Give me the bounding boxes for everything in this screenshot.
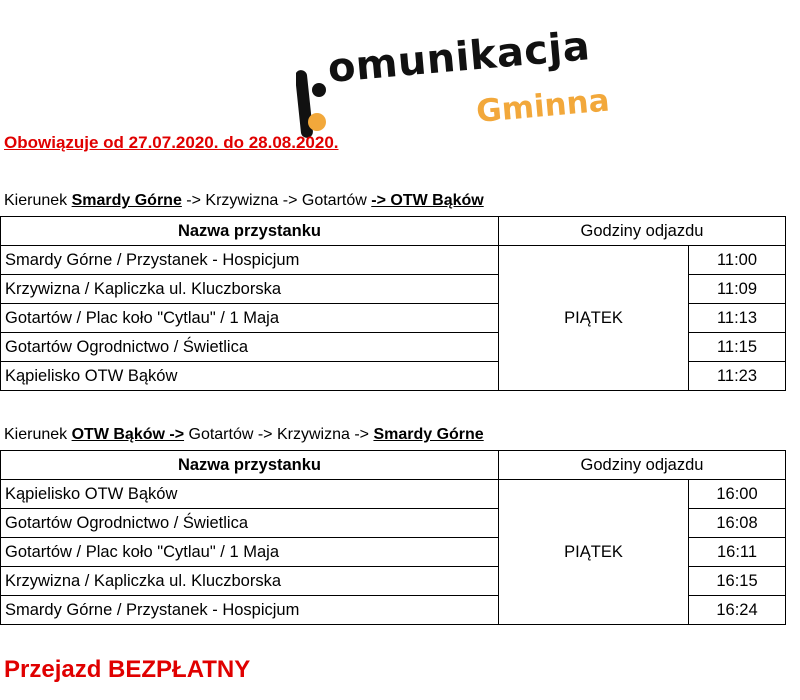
departure-time: 11:00 [689, 246, 786, 275]
stop-name: Gotartów / Plac koło "Cytlau" / 1 Maja [1, 538, 499, 567]
direction-1 [4, 192, 484, 210]
validity-period: Obowiązuje od 27.07.2020. do 28.08.2020. [4, 133, 339, 152]
free-ride-notice: Przejazd BEZPŁATNY [4, 656, 251, 683]
logo-main-text: omunikacja [325, 23, 592, 92]
stop-name: Smardy Górne / Przystanek - Hospicjum [1, 246, 499, 275]
header-departures: Godziny odjazdu [499, 451, 786, 480]
direction-2-prefix: Kierunek [4, 426, 72, 443]
table-row [1, 246, 786, 275]
table-row [1, 480, 786, 509]
stop-name: Smardy Górne / Przystanek - Hospicjum [1, 596, 499, 625]
departure-time: 11:15 [689, 333, 786, 362]
timetable-2-header [1, 451, 786, 480]
departure-time: 11:13 [689, 304, 786, 333]
departure-time: 16:11 [689, 538, 786, 567]
departure-time: 11:23 [689, 362, 786, 391]
direction-2-middle: Gotartów -> Krzywizna -> [184, 426, 374, 443]
direction-1-prefix: Kierunek [4, 192, 72, 209]
direction-1-from: Smardy Górne [71, 192, 182, 209]
day-label: PIĄTEK [499, 480, 689, 625]
departure-time: 16:15 [689, 567, 786, 596]
stop-name: Krzywizna / Kapliczka ul. Kluczborska [1, 275, 499, 304]
header-departures: Godziny odjazdu [499, 217, 786, 246]
departure-time: 16:08 [689, 509, 786, 538]
stop-name: Kąpielisko OTW Bąków [1, 480, 499, 509]
direction-2-from: OTW Bąków -> [71, 426, 185, 443]
departure-time: 16:24 [689, 596, 786, 625]
timetable-1-header [1, 217, 786, 246]
stop-name: Krzywizna / Kapliczka ul. Kluczborska [1, 567, 499, 596]
direction-2-to: Smardy Górne [373, 426, 484, 443]
logo-sub-text: Gminna [474, 82, 611, 130]
direction-1-to: -> OTW Bąków [371, 192, 484, 209]
departure-time: 16:00 [689, 480, 786, 509]
stop-name: Gotartów Ogrodnictwo / Świetlica [1, 509, 499, 538]
header-stop-name: Nazwa przystanku [1, 451, 499, 480]
komunikacja-gminna-logo [296, 23, 636, 132]
stop-name: Kąpielisko OTW Bąków [1, 362, 499, 391]
timetable-2 [0, 450, 786, 625]
departure-time: 11:09 [689, 275, 786, 304]
direction-2 [4, 426, 484, 444]
timetable-1 [0, 216, 786, 391]
day-label: PIĄTEK [499, 246, 689, 391]
direction-1-middle: -> Krzywizna -> Gotartów [181, 192, 372, 209]
header-stop-name: Nazwa przystanku [1, 217, 499, 246]
stop-name: Gotartów / Plac koło "Cytlau" / 1 Maja [1, 304, 499, 333]
logo-k-mark-icon [296, 68, 326, 140]
stop-name: Gotartów Ogrodnictwo / Świetlica [1, 333, 499, 362]
